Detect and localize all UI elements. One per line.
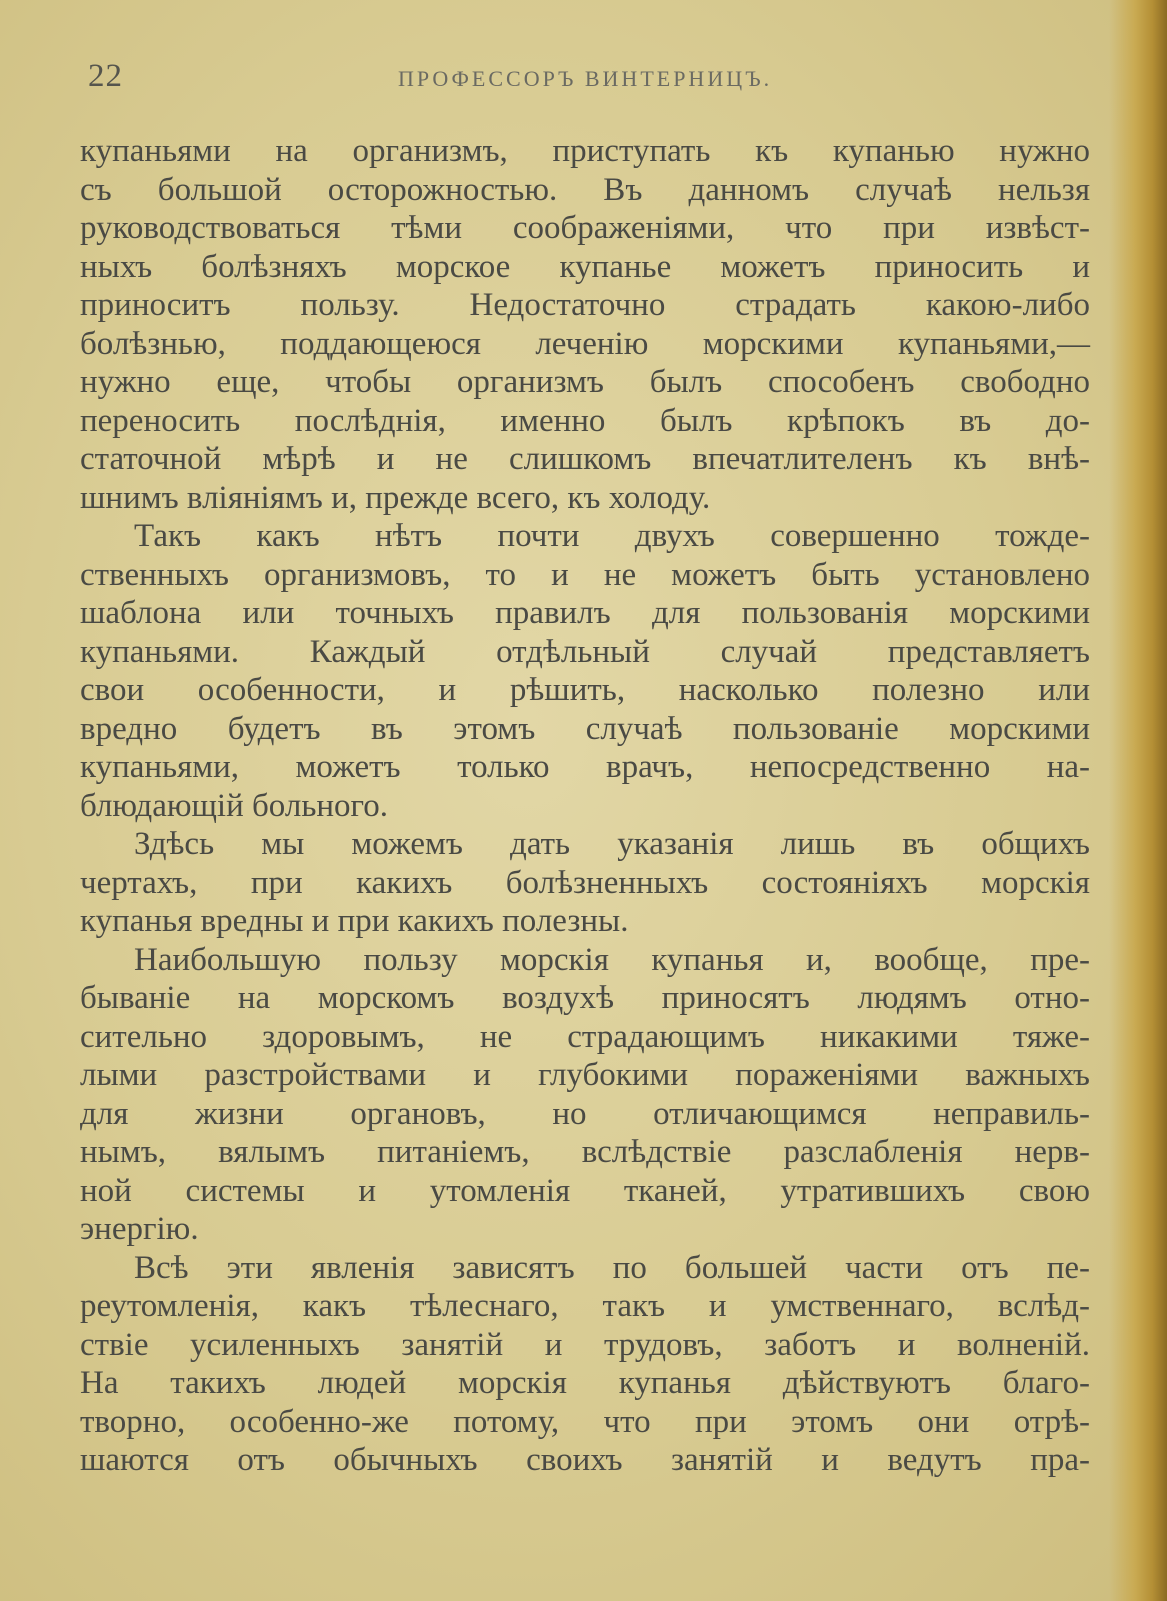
text-line: лыми разстройствами и глубокими пораженіями важныхъ	[80, 1057, 1090, 1093]
text-line: вредно будетъ въ этомъ случаѣ пользованіе морскими	[80, 710, 1090, 747]
text-line: блюдающій больного.	[80, 787, 388, 824]
text-line: ствіе усиленныхъ занятій и трудовъ, заботъ и волненій.	[80, 1326, 1090, 1363]
text-line: реутомленія, какъ тѣлеснаго, такъ и умственнаго, вслѣд-	[80, 1288, 1090, 1324]
text-line: ной системы и утомленія тканей, утратившихъ свою	[80, 1172, 1090, 1209]
text-line: энергію.	[80, 1211, 199, 1247]
text-line: приноситъ пользу. Недостаточно страдать какою-либо	[80, 287, 1090, 323]
paragraph	[80, 1249, 1090, 1480]
body-text	[80, 132, 1090, 1480]
text-line: шаблона или точныхъ правилъ для пользованія морскими	[80, 595, 1090, 631]
text-line: статочной мѣрѣ и не слишкомъ впечатлителенъ къ внѣ-	[80, 441, 1090, 477]
text-line: съ большой осторожностью. Въ данномъ случаѣ нельзя	[80, 171, 1090, 208]
text-line: нымъ, вялымъ питаніемъ, вслѣдствіе разслабленія нерв-	[80, 1134, 1090, 1170]
paragraph	[80, 825, 1090, 941]
text-line: Наибольшую пользу морскія купанья и, вообще, пре-	[134, 941, 1090, 978]
text-line: Здѣсь мы можемъ дать указанія лишь въ общихъ	[134, 826, 1090, 862]
text-line: сительно здоровымъ, не страдающимъ никакими тяже-	[80, 1018, 1090, 1055]
page-number: 22	[88, 58, 123, 94]
text-line: болѣзнью, поддающеюся леченію морскими купаньями,—	[80, 325, 1090, 362]
text-line: На такихъ людей морскія купанья дѣйствуютъ благо-	[80, 1365, 1090, 1401]
paragraph	[80, 941, 1090, 1249]
text-line: ственныхъ организмовъ, то и не можетъ быть установлено	[80, 556, 1090, 593]
text-line: свои особенности, и рѣшить, насколько полезно или	[80, 672, 1090, 708]
text-line: купаньями. Каждый отдѣльный случай представляетъ	[80, 633, 1090, 670]
paragraph	[80, 517, 1090, 825]
text-line: чертахъ, при какихъ болѣзненныхъ состояніяхъ морскія	[80, 864, 1090, 901]
text-line: Такъ какъ нѣтъ почти двухъ совершенно тожде-	[134, 518, 1090, 554]
page-edge-shadow	[1109, 0, 1167, 1601]
text-line: нужно еще, чтобы организмъ былъ способенъ свободно	[80, 364, 1090, 400]
text-line: для жизни органовъ, но отличающимся неправиль-	[80, 1095, 1090, 1132]
running-title: ПРОФЕССОРЪ ВИНТЕРНИЦЪ.	[398, 66, 773, 91]
text-line: купанья вредны и при какихъ полезны.	[80, 903, 629, 939]
text-line: бываніе на морскомъ воздухѣ приносятъ людямъ отно-	[80, 980, 1090, 1016]
text-line: руководствоваться тѣми соображеніями, что при извѣст-	[80, 210, 1090, 246]
text-line: ныхъ болѣзняхъ морское купанье можетъ приносить и	[80, 248, 1090, 285]
text-line: купаньями на организмъ, приступать къ купанью нужно	[80, 133, 1090, 169]
text-line: купаньями, можетъ только врачъ, непосредственно на-	[80, 749, 1090, 785]
page-header	[88, 58, 848, 98]
text-line: шаются отъ обычныхъ своихъ занятій и ведутъ пра-	[80, 1442, 1090, 1478]
text-line: Всѣ эти явленія зависятъ по большей части отъ пе-	[134, 1249, 1090, 1286]
text-line: творно, особенно-же потому, что при этомъ они отрѣ-	[80, 1403, 1090, 1440]
text-line: шнимъ вліяніямъ и, прежде всего, къ холоду.	[80, 479, 711, 516]
text-line: переносить послѣднія, именно былъ крѣпокъ въ до-	[80, 402, 1090, 439]
paragraph	[80, 132, 1090, 517]
